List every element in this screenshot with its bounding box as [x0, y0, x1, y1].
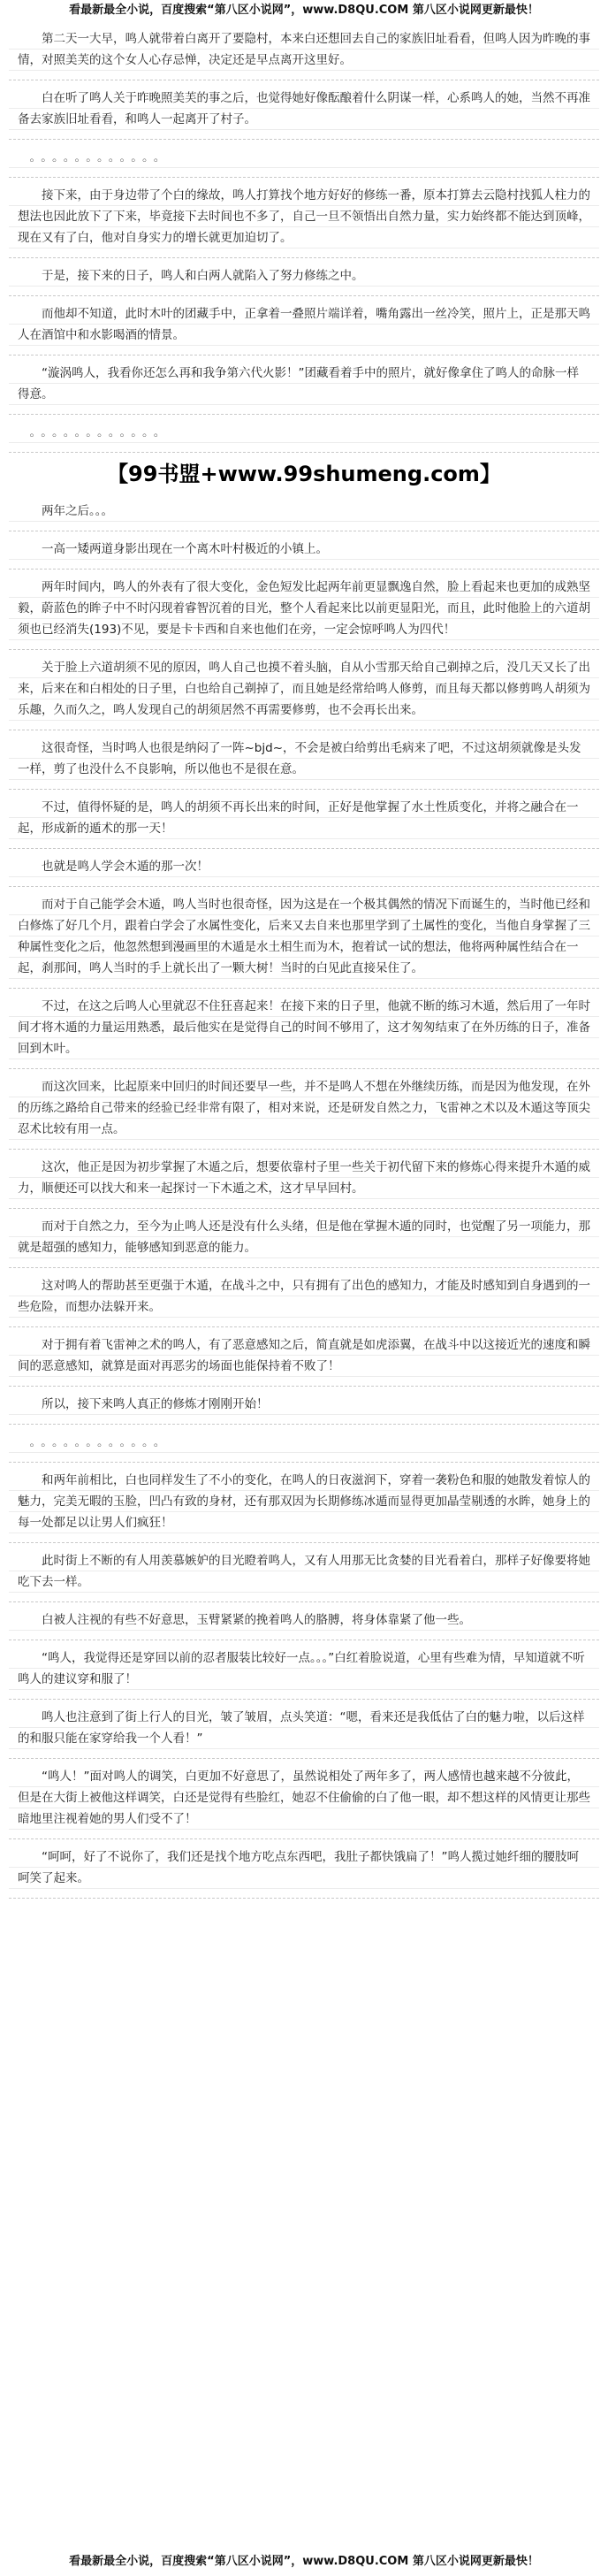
- paragraph: 而他却不知道，此时木叶的团藏手中，正拿着一叠照片端详着，嘴角露出一丝冷笑，照片上，正是那天鸣人在酒馆中和水影喝酒的情景。: [9, 296, 599, 355]
- paragraph: 此时街上不断的有人用羡慕嫉妒的目光瞪着鸣人，又有人用那无比贪婪的目光看着白，那样子好像要将她吃下去一样。: [9, 1543, 599, 1602]
- paragraph: 两年之后。。。: [9, 493, 599, 531]
- paragraph: 两年时间内，鸣人的外表有了很大变化，金色短发比起两年前更显飘逸自然，脸上看起来也更加的成熟坚毅，蔚蓝色的眸子中不时闪现着睿智沉着的目光，整个人看起来比以前更显阳光，而且，此时他脸上的六道胡须也已经消失(193)不见，要是卡卡西和自来也他们在旁，一定会惊呼鸣人为四代！: [9, 569, 599, 650]
- paragraph: 接下来，由于身边带了个白的缘故，鸣人打算找个地方好好的修练一番，原本打算去云隐村找狐人柱力的想法也因此放下了下来，毕竟接下去时间也不多了，自己一旦不领悟出自然力量，实力始终都不能达到顶峰，现在又有了白，他对自身实力的增长就更加迫切了。: [9, 178, 599, 258]
- paragraph: 关于脸上六道胡须不见的原因，鸣人自己也摸不着头脑，自从小雪那天给自己剃掉之后，没几天又长了出来，后来在和白相处的日子里，白也给自己剃掉了，而且她是经常给鸣人修剪，而且每天都以修剪鸣人胡须为乐趣，久而久之，鸣人发现自己的胡须居然不再需要修剪，也不会再长出来。: [9, 650, 599, 730]
- site-footer-notice: 看最新最全小说，百度搜索“第八区小说网”，www.D8QU.COM 第八区小说网更新最快！: [0, 2551, 608, 2572]
- paragraph: 而对于自己能学会木遁，鸣人当时也很奇怪，因为这是在一个极其偶然的情况下而诞生的，当时他已经和白修炼了好几个月，跟着白学会了水属性变化，后来又去自来也那里学到了土属性的变化，当他自身掌握了三种属性变化之后，他忽然想到漫画里的木遁是水土相生而为木，抱着试一试的想法，他将两种属性结合在一起，刹那间，鸣人当时的手上就长出了一颗大树！当时的白见此直接呆住了。: [9, 887, 599, 989]
- paragraph: 一高一矮两道身影出现在一个离木叶村极近的小镇上。: [9, 531, 599, 569]
- paragraph: 这对鸣人的帮助甚至更强于木遁，在战斗之中，只有拥有了出色的感知力，才能及时感知到自身遇到的一些危险，而想办法躲开来。: [9, 1268, 599, 1327]
- section-separator: 。。。。。。。。。。。。: [9, 1425, 599, 1463]
- paragraphs-before: [9, 21, 599, 453]
- paragraph: 白在听了鸣人关于昨晚照美芙的事之后，也觉得她好像酝酿着什么阴谋一样，心系鸣人的她，当然不再准备去家族旧址看看，和鸣人一起离开了村子。: [9, 80, 599, 140]
- site-header-notice: 看最新最全小说，百度搜索“第八区小说网”，www.D8QU.COM 第八区小说网更新最快！: [0, 0, 608, 21]
- paragraph: 所以，接下来鸣人真正的修炼才刚刚开始！: [9, 1387, 599, 1425]
- paragraph: 对于拥有着飞雷神之术的鸣人，有了恶意感知之后，简直就是如虎添翼，在战斗中以这接近光的速度和瞬间的恶意感知，就算是面对再恶劣的场面也能保持着不败了！: [9, 1327, 599, 1387]
- section-separator: 。。。。。。。。。。。。: [9, 415, 599, 453]
- paragraph: 鸣人也注意到了街上行人的目光，皱了皱眉，点头笑道：“嗯，看来还是我低估了白的魅力啦，以后这样的和服只能在家穿给我一个人看！”: [9, 1700, 599, 1759]
- paragraph: 第二天一大早，鸣人就带着白离开了要隐村，本来白还想回去自己的家族旧址看看，但鸣人因为昨晚的事情，对照美芙的这个女人心存忌惮，决定还是早点离开这里好。: [9, 21, 599, 80]
- paragraph: 不过，值得怀疑的是，鸣人的胡须不再长出来的时间，正好是他掌握了水土性质变化，并将之融合在一起，形成新的遁术的那一天！: [9, 790, 599, 849]
- site-banner: 【99书盟+www.99shumeng.com】: [107, 462, 501, 486]
- paragraph: 这次，他正是因为初步掌握了木遁之后，想要依靠村子里一些关于初代留下来的修炼心得来提升木遁的威力，顺便还可以找大和来一起探讨一下木遁之术，这才早早回村。: [9, 1150, 599, 1209]
- paragraph: 而对于自然之力，至今为止鸣人还是没有什么头绪，但是他在掌握木遁的同时，也觉醒了另一项能力，那就是超强的感知力，能够感知到恶意的能力。: [9, 1209, 599, 1268]
- paragraphs-after: [9, 493, 599, 1899]
- paragraph: 不过，在这之后鸣人心里就忍不住狂喜起来！在接下来的日子里，他就不断的练习木遁，然后用了一年时间才将木遁的力量运用熟悉，最后他实在是觉得自己的时间不够用了，这才匆匆结束了在外历练的日子，准备回到木叶。: [9, 989, 599, 1069]
- paragraph: 这很奇怪，当时鸣人也很是纳闷了一阵~bjd~，不会是被白给剪出毛病来了吧，不过这胡须就像是头发一样，剪了也没什么不良影响，所以他也不是很在意。: [9, 730, 599, 790]
- paragraph: “漩涡鸣人，我看你还怎么再和我争第六代火影！”团藏看着手中的照片，就好像拿住了鸣人的命脉一样得意。: [9, 355, 599, 415]
- paragraph: “鸣人，我觉得还是穿回以前的忍者服装比较好一点。。。”白红着脸说道，心里有些难为情，早知道就不听鸣人的建议穿和服了！: [9, 1640, 599, 1700]
- paragraph: “鸣人！”面对鸣人的调笑，白更加不好意思了，虽然说相处了两年多了，两人感情也越来越不分彼此，但是在大街上被他这样调笑，白还是觉得有些脸红，她忍不住偷偷的白了他一眼，却不想这样的风情更让那些暗地里注视着她的男人们受不了！: [9, 1759, 599, 1839]
- section-separator: 。。。。。。。。。。。。: [9, 140, 599, 178]
- paragraph: 而这次回来，比起原来中回归的时间还要早一些，并不是鸣人不想在外继续历练，而是因为他发现，在外的历练之路给自己带来的经验已经非常有限了，相对来说，还是研发自然之力，飞雷神之术以及木遁这等顶尖忍术比较有用一点。: [9, 1069, 599, 1150]
- paragraph: “呵呵，好了不说你了，我们还是找个地方吃点东西吧，我肚子都快饿扁了！”鸣人揽过她纤细的腰肢呵呵笑了起来。: [9, 1839, 599, 1899]
- chapter-content: [9, 21, 599, 2551]
- paragraph: 白被人注视的有些不好意思，玉臂紧紧的挽着鸣人的胳膊，将身体靠紧了他一些。: [9, 1602, 599, 1640]
- paragraph: 于是，接下来的日子，鸣人和白两人就陷入了努力修练之中。: [9, 258, 599, 296]
- paragraph: 和两年前相比，白也同样发生了不小的变化，在鸣人的日夜滋润下，穿着一袭粉色和服的她散发着惊人的魅力，完美无暇的玉脸，凹凸有致的身材，还有那双因为长期修练冰遁而显得更加晶莹剔透的水眸，她身上的每一处都足以让男人们疯狂！: [9, 1463, 599, 1543]
- paragraph: 也就是鸣人学会木遁的那一次！: [9, 849, 599, 887]
